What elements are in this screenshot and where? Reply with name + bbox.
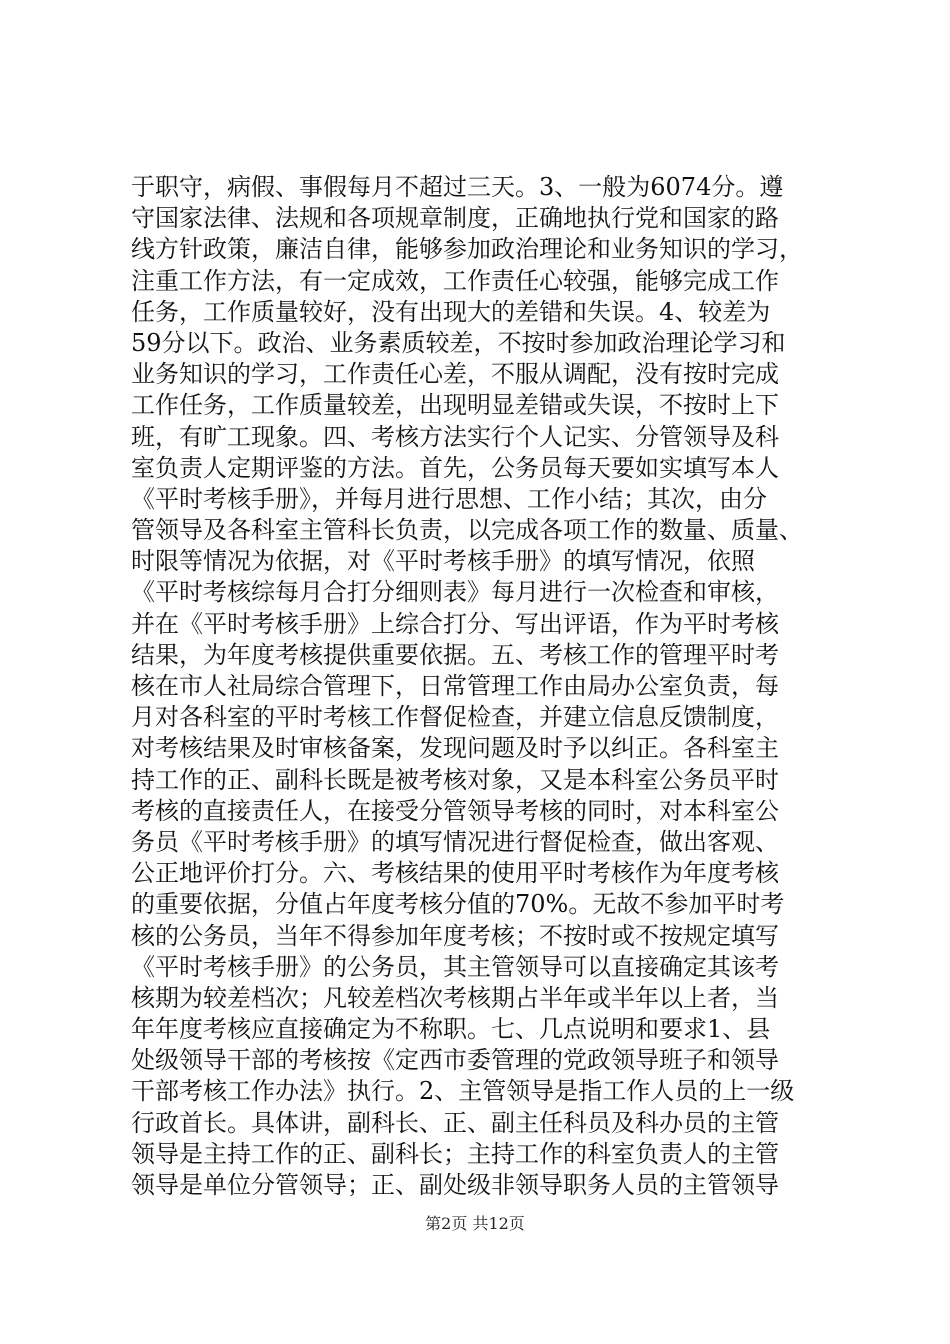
text-line: 公正地评价打分。六、考核结果的使用平时考核作为年度考核	[131, 859, 779, 888]
text-line: 室负责人定期评鉴的方法。首先，公务员每天要如实填写本人	[131, 453, 779, 482]
text-line: 核在市人社局综合管理下，日常管理工作由局办公室负责，每	[131, 672, 779, 700]
text-line: 领导是主持工作的正、副科长；主持工作的科室负责人的主管	[131, 1139, 779, 1168]
text-line: 工作任务，工作质量较差，出现明显差错或失误，不按时上下	[131, 391, 779, 420]
text-line: 并在《平时考核手册》上综合打分、写出评语，作为平时考核	[131, 609, 779, 638]
page-footer: 第2页 共12页	[425, 1214, 525, 1233]
text-line: 管领导及各科室主管科长负责，以完成各项工作的数量、质量、	[131, 516, 803, 545]
text-line: 业务知识的学习，工作责任心差，不服从调配，没有按时完成	[131, 360, 779, 389]
body-text	[131, 172, 831, 1201]
text-line: 线方针政策，廉洁自律，能够参加政治理论和业务知识的学习，	[131, 235, 803, 264]
text-line: 的重要依据，分值占年度考核分值的70%。无故不参加平时考	[131, 890, 785, 919]
text-line: 注重工作方法，有一定成效，工作责任心较强，能够完成工作	[131, 266, 779, 295]
text-line: 《平时考核手册》的公务员，其主管领导可以直接确定其该考	[131, 952, 779, 981]
text-line: 务员《平时考核手册》的填写情况进行督促检查，做出客观、	[131, 827, 779, 856]
text-line: 月对各科室的平时考核工作督促检查，并建立信息反馈制度，	[131, 703, 779, 732]
text-line: 任务，工作质量较好，没有出现大的差错和失误。4、较差为	[131, 297, 771, 326]
text-line: 结果，为年度考核提供重要依据。五、考核工作的管理平时考	[131, 640, 779, 669]
text-line: 核期为较差档次；凡较差档次考核期占半年或半年以上者，当	[131, 983, 779, 1012]
text-line: 守国家法律、法规和各项规章制度，正确地执行党和国家的路	[131, 204, 779, 233]
text-line: 考核的直接责任人，在接受分管领导考核的同时，对本科室公	[131, 796, 779, 825]
text-line: 核的公务员，当年不得参加年度考核；不按时或不按规定填写	[131, 921, 779, 950]
text-line: 班，有旷工现象。四、考核方法实行个人记实、分管领导及科	[131, 422, 779, 451]
text-line: 处级领导干部的考核按《定西市委管理的党政领导班子和领导	[131, 1046, 779, 1075]
text-line: 年年度考核应直接确定为不称职。七、几点说明和要求1、县	[131, 1015, 771, 1044]
text-line: 行政首长。具体讲，副科长、正、副主任科员及科办员的主管	[131, 1108, 779, 1137]
text-line: 于职守，病假、事假每月不超过三天。3、一般为6074分。遵	[131, 173, 784, 201]
text-line: 领导是单位分管领导；正、副处级非领导职务人员的主管领导	[131, 1171, 779, 1199]
text-line: 对考核结果及时审核备案，发现问题及时予以纠正。各科室主	[131, 734, 779, 763]
text-line: 《平时考核综每月合打分细则表》每月进行一次检查和审核，	[131, 578, 779, 607]
text-line: 时限等情况为依据，对《平时考核手册》的填写情况，依照	[131, 547, 755, 576]
text-line: 持工作的正、副科长既是被考核对象，又是本科室公务员平时	[131, 765, 779, 794]
text-line: 《平时考核手册》，并每月进行思想、工作小结；其次，由分	[131, 484, 767, 513]
text-line: 59分以下。政治、业务素质较差，不按时参加政治理论学习和	[131, 328, 786, 357]
text-line: 干部考核工作办法》执行。2、主管领导是指工作人员的上一级	[131, 1077, 795, 1106]
